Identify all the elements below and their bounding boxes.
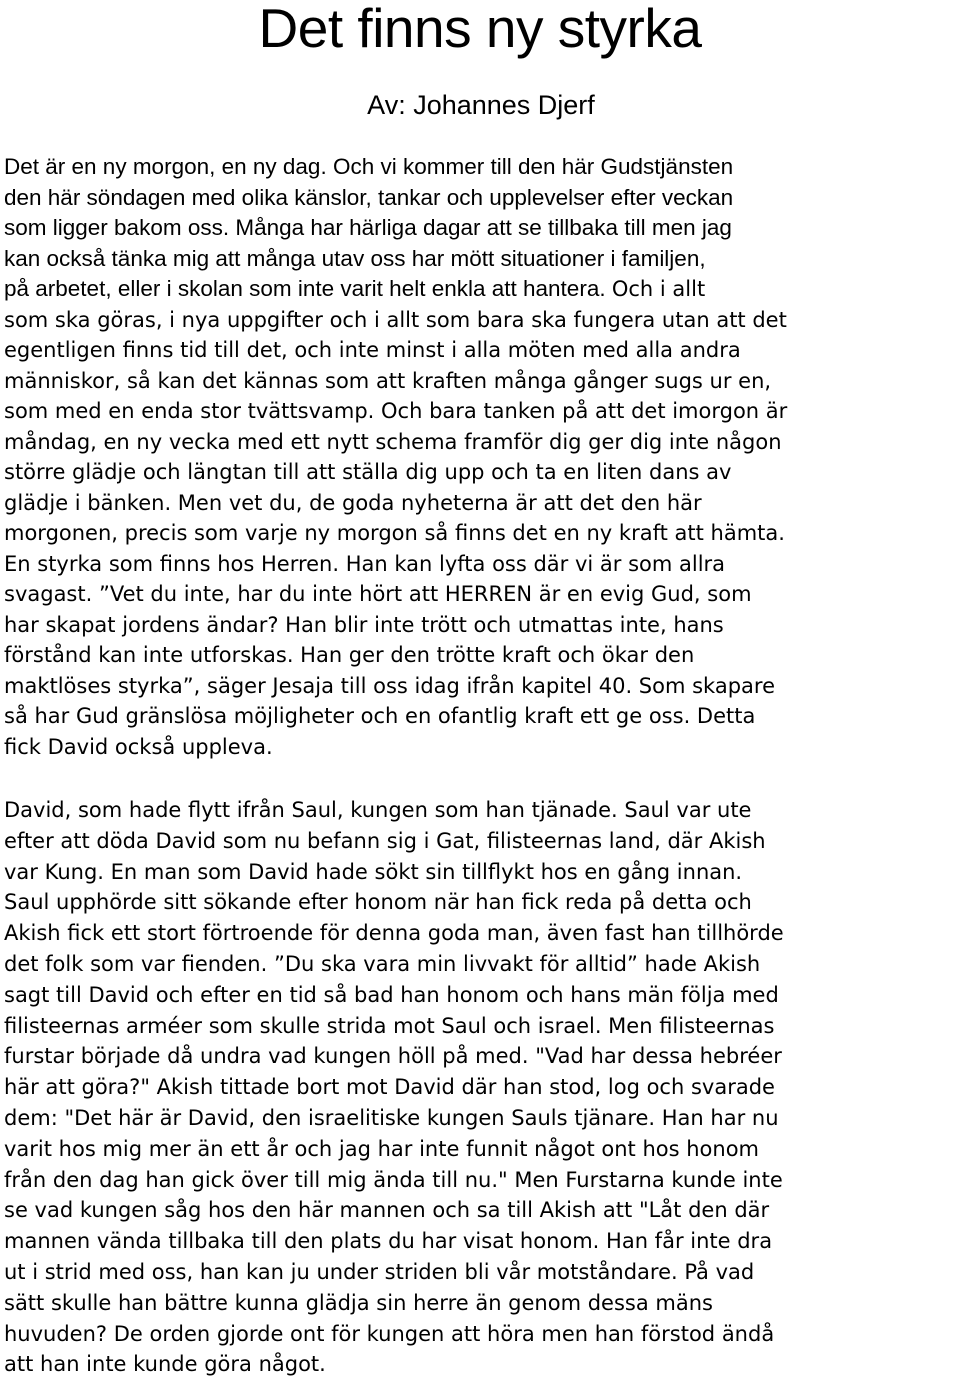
paragraph-line: som ska göras, i nya uppgifter och i allt som bara ska fungera utan att det <box>4 307 787 332</box>
paragraph-line: människor, så kan det kännas som att kraften många gånger sugs ur en, <box>4 368 772 393</box>
paragraph-line: har skapat jordens ändar? Han blir inte trött och utmattas inte, hans <box>4 612 724 637</box>
paragraph-line <box>4 274 959 305</box>
paragraph-line: att han inte kunde göra något. <box>4 1352 326 1377</box>
paragraph-line: Saul upphörde sitt sökande efter honom när han fick reda på detta och <box>4 890 752 915</box>
paragraph-line: det folk som var fienden. ”Du ska vara min livvakt för alltid” hade Akish <box>4 951 761 976</box>
paragraph-line: förstånd kan inte utforskas. Han ger den trötte kraft och ökar den <box>4 643 695 667</box>
paragraph-line: se vad kungen såg hos den här mannen och sa till Akish att "Låt den där <box>4 1198 770 1223</box>
document-title: Det finns ny styrka <box>258 0 702 59</box>
paragraph-line: här att göra?" Akish tittade bort mot David där han stod, log och svarade <box>4 1075 775 1100</box>
paragraph-line: ut i strid med oss, han kan ju under striden bli vår motståndare. På vad <box>4 1259 755 1284</box>
paragraph-line: glädje i bänken. Men vet du, de goda nyheterna är att det den här <box>4 490 702 515</box>
paragraph-line: efter att döda David som nu befann sig i Gat, filisteernas land, där Akish <box>4 828 766 853</box>
paragraph-line: maktlöses styrka”, säger Jesaja till oss idag ifrån kapitel 40. Som skapare <box>4 673 776 698</box>
paragraph-line: morgonen, precis som varje ny morgon så finns det en ny kraft att hämta. <box>4 521 785 545</box>
paragraph-line: Det är en ny morgon, en ny dag. Och vi kommer till den här Gudstjänsten <box>4 154 734 179</box>
paragraph-line: sagt till David och efter en tid så bad han honom och hans män följa med <box>4 982 779 1007</box>
paragraph-line: sätt skulle han bättre kunna glädja sin herre än genom dessa mäns <box>4 1290 713 1315</box>
paragraph-line: David, som hade flytt ifrån Saul, kungen som han tjänade. Saul var ute <box>4 798 752 822</box>
paragraph-line: dem: "Det här är David, den israelitiske kungen Sauls tjänare. Han har nu <box>4 1105 779 1130</box>
paragraph-line: större glädje och längtan till att ställa dig upp och ta en liten dans av <box>4 460 732 484</box>
paragraph-line: var Kung. En man som David hade sökt sin tillflykt hos en gång innan. <box>4 859 743 884</box>
paragraph-2 <box>4 795 959 1380</box>
paragraph-line: kan också tänka mig att många utav oss har mött situationer i familjen, <box>4 245 706 271</box>
paragraph-line-part: Och i allt <box>611 277 706 301</box>
paragraph-line: från den dag han gick över till mig ända till nu." Men Furstarna kunde inte <box>4 1167 783 1192</box>
paragraph-line: fick David också uppleva. <box>4 734 273 759</box>
paragraph-line: den här söndagen med olika känslor, tankar och upplevelser efter veckan <box>4 184 734 210</box>
document-author: Av: Johannes Djerf <box>367 90 595 120</box>
paragraph-line: så har Gud gränslösa möjligheter och en ofantlig kraft ett ge oss. Detta <box>4 704 756 728</box>
paragraph-line: Akish fick ett stort förtroende för denna goda man, även fast han tillhörde <box>4 921 784 946</box>
paragraph-line: varit hos mig mer än ett år och jag har inte funnit något ont hos honom <box>4 1136 760 1161</box>
paragraph-line-part: på arbetet, eller i skolan som inte varit helt enkla att hantera. <box>4 276 606 301</box>
paragraph-line: måndag, en ny vecka med ett nytt schema framför dig ger dig inte någon <box>4 429 782 454</box>
paragraph-1 <box>4 152 959 762</box>
paragraph-line: mannen vända tillbaka till den plats du har visat honom. Han får inte dra <box>4 1229 773 1254</box>
paragraph-line: som med en enda stor tvättsvamp. Och bara tanken på att det imorgon är <box>4 399 788 423</box>
paragraph-line: En styrka som finns hos Herren. Han kan lyfta oss där vi är som allra <box>4 551 726 576</box>
paragraph-line: furstar började då undra vad kungen höll på med. "Vad har dessa hebréer <box>4 1044 782 1069</box>
paragraph-line: egentligen finns tid till det, och inte minst i alla möten med alla andra <box>4 338 741 362</box>
paragraph-line: som ligger bakom oss. Många har härliga dagar att se tillbaka till men jag <box>4 215 732 240</box>
paragraph-line: filisteernas arméer som skulle strida mot Saul och israel. Men filisteernas <box>4 1013 775 1038</box>
paragraph-line: huvuden? De orden gjorde ont för kungen att höra men han förstod ändå <box>4 1321 775 1346</box>
paragraph-line: svagast. ”Vet du inte, har du inte hört att HERREN är en evig Gud, som <box>4 582 752 606</box>
